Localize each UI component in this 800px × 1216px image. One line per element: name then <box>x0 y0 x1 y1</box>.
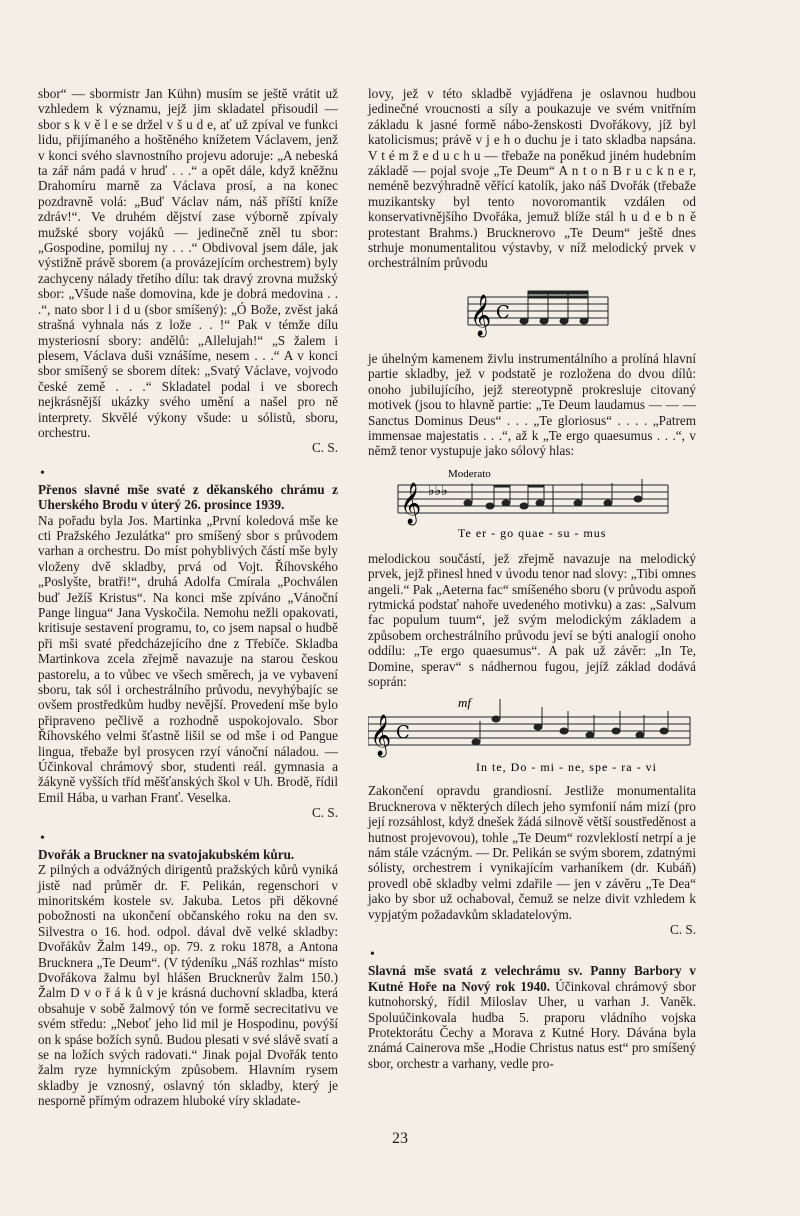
section-bullet: • <box>40 465 45 481</box>
section-bullet: • <box>40 830 45 846</box>
svg-text:𝄞: 𝄞 <box>370 715 392 757</box>
signature: C. S. <box>311 440 338 456</box>
paragraph-conclusion: Zakončení opravdu grandiosní. Jestliže monumentalita Brucknerova v některých dílech jeho symfonií nám mizí (pro její rozsáhlost, když dnešek žádá silnově větší soustředěnost a hutnost projevovou), tohle „Te Deum“ rozvleklostí netrpí a je nám stále vzácným. — Dr. Pelikán se svým sborem, zdatnými sólisty, orchestrem i vynikajícím varhaníkem (dr. Kubáň) provedl obě skladby velmi zdařile — jen v závěru „Te Dea“ jako by sbor už ochaboval, čemuž se nelze divit vzhledem k vypjatým požadavkům skladatelovým. <box>368 783 696 922</box>
svg-text:♭♭♭: ♭♭♭ <box>428 482 448 499</box>
music-example-1 <box>368 277 696 347</box>
signature: C. S. <box>311 805 338 821</box>
svg-text:𝄞: 𝄞 <box>470 294 492 336</box>
staff-notation <box>368 277 696 347</box>
staff-notation <box>368 695 696 779</box>
svg-text:𝄞: 𝄞 <box>400 482 422 524</box>
svg-text:C: C <box>496 301 510 323</box>
page-number: 23 <box>392 1130 408 1147</box>
heading-uhersky-brod: Přenos slavné mše svaté z děkanského chrámu z Uherského Brodu v úterý 26. prosince 1939. <box>38 481 338 513</box>
left-column <box>38 86 338 1109</box>
right-column <box>368 86 696 1071</box>
dynamic-marking: mf <box>458 695 471 711</box>
tempo-marking: Moderato <box>448 467 491 480</box>
paragraph-opera-review: sbor“ — sbormistr Jan Kühn) musím se ještě vrátit už vzhledem k významu, jejž jim skladatel přisoudil — sbor s k v ě l e se držel v š u d e, ať už zpíval ve funkci lidu, přijímaného a hoštěného knížetem Václavem, jenž v konci svého slavnostního projevu adoruje: „A nebeská ta zář nám padá v hruď . . .“ a opět dále, když kněžnu Drahomíru marně za Václava prosí, a na konec pozdravně volá: „Buď Václav nám, náš příští kníže zdráv!“. Ve druhém dějství zase výborně zpívaly mužské sbory vojáků — jedinečně zněl tu sbor: „Gospodine, pomiluj ny . . .“ Obdivoval jsem dále, jak výstižně právě sborem (a provázejícím orchestrem) byly zachyceny nálady třetího dílu: tak dravý zrovna mužský sbor: „Všude naše domovina, kde je dobrá medovina . . .“, nato sbor l i d u (sbor smíšený): „Ó Bože, zvěst jaká strašná vyhnala nás z lože . . !“ Pak v témže dílu mysteriosní sbory: andělů: „Allelujah!“ „S žalem i plesem, Václava duši vznášíme, nesem . . .“ A v konci sbor smíšený se sborem dítek: „Svatý Václave, vojvodo české země . . .“ Skladatel podal i ve sborech nejkrásnější ukázky svého umění a našel pro ně interprety. Skvělé výkony všude: u sólistů, sboru, orchestru. <box>38 86 338 440</box>
section-bullet: • <box>370 947 375 963</box>
music-example-2 <box>368 465 696 547</box>
staff-notation <box>368 465 696 547</box>
lyric-line: Te er - go quae - su - mus <box>458 525 607 540</box>
paragraph-te-deum-analysis: je úhelným kamenem živlu instrumentálního a prolíná hlavní partie skladby, jež v podstatě je rozložena do dvou dílů: onoho jubilujícího, jejž stereotypně prokresluje citovaný motivek (jsou to hlavně partie: „Te Deum laudamus — — — Sanctus Dominus Deus“ . . . „Te gloriosus“ . . . . „Patrem immensae majestatis . . .“, až k „Te ergo quaesumus . . .“, v němž tenor vystupuje jako sólový hlas: <box>368 350 696 459</box>
paragraph-kutna-hora-text: Účinkoval chrámový sbor kutnohorský, řídil Miloslav Uher, u varhan J. Vaněk. Spoluúčinkovala hudba 5. praporu vládního vojska Protektorátu Čechy a Morava z Kutné Hory. Dávána byla známá Cainerova mše „Hodie Christus natus est“ pro smíšený sbor, orchestr a varhany, vedle pro- <box>368 978 696 1071</box>
paragraph-dvorak-bruckner: Z pilných a odvážných dirigentů pražských kůrů vyniká jistě nad průměr dr. F. Pelikán, regenschori v minoritském kostele sv. Jakuba. Letos při děkovné pobožnosti na ukončení občanského roku na den sv. Silvestra o 16. hod. odpol. dával dvě velké skladby: Dvořákův Žalm 149., op. 79. z roku 1878, a Antona Brucknera „Te Deum“. (V týdeníku „Náš rozhlas“ místo Dvořákova žalmu byl hlášen Brucknerův žalm 150.) Žalm D v o ř á k ů v je krásná duchovní skladba, která obsahuje v sobě žalmový tón ve formě secrecitativu ve svém středu: „Neboť jeho lid mil je Hospodinu, povýší on k spáse božích synů. Budou plesati v své slávě svatí a se na ložích svých radovati.“ Jinak pojal Dvořák tento žalm ryze hymnickým způsobem. Hlavním rysem skladby je vznosný, oslavný tón skladby, který je nesporně přímým odrazem hluboké víry skladate- <box>38 862 338 1109</box>
signature: C. S. <box>669 922 696 938</box>
paragraph-te-deum-intro: lovy, jež v této skladbě vyjádřena je oslavnou hudbou jedinečné vroucnosti a síly a poukazuje ve svém vnitřním základu k jasné formě nábo-ženskosti Dvořákovy, jíž byl katolicismus; právě v j e h o duchu je i tato skladba napsána. V t é m ž e d u c h u — třebaže na poněkud jiném hudebním základě — pojal svoje „Te Deum“ A n t o n B r u c k n e r, neméně bezvýhradně věřící katolík, jako náš Dvořák (třebaže muzikantsky byl tento novoromantik vzdálen od konservativnějšího Dvořáka, jemuž blíže stál h u d e b n ě protestant Brahms.) Brucknerovo „Te Deum“ ještě dnes strhuje monumentalitou výstavby, v níž melodický prvek v orchestrálním průvodu <box>368 86 696 271</box>
lyric-line: In te, Do - mi - ne, spe - ra - vi <box>476 760 657 775</box>
paragraph-kutna-hora <box>368 963 696 1071</box>
heading-kutna-hora: Slavná mše svatá z velechrámu sv. Panny Barbory v Kutné Hoře na Nový rok 1940. <box>368 963 696 994</box>
music-example-3 <box>368 695 696 779</box>
heading-dvorak-bruckner: Dvořák a Bruckner na svatojakubském kůru. <box>38 846 295 862</box>
svg-text:C: C <box>396 722 410 744</box>
paragraph-melodic-element: melodickou součástí, jež zřejmě navazuje na melodický prvek, jejž přinesl hned v úvodu tenor nad slovy: „Tibi omnes angeli.“ Pak „Aeterna fac“ smíšeného sboru (v průvodu aspoň rytmická podstať nahoře uvedeného motivku) a zas: „Salvum fac populum tuum“, jež svým melodickým základem a způsobem orchestrálního průvodu jeví se býti analogií onoho oddílu: „Te ergo quaesumus“. A pak už závěr: „In Te, Domine, sperav“ s nádhernou fugou, jejíž základ dodává soprán: <box>368 550 696 689</box>
paragraph-uhersky-brod: Na pořadu byla Jos. Martinka „První koledová mše ke cti Pražského Jezulátka“ pro smíšený sbor s průvodem varhan a orchestru. Do míst pohyblivých částí mše byly vloženy dvě skladby, prvá od Vojt. Říhovského „Poslyšte, bratři!“, druhá Adolfa Cmírala „Pochválen buď Ježíš Kristus“. Na konci mše zpíváno „Vánoční Pange lingua“ Jana Vyskočila. Nemohu nežli opakovati, kritisuje sestavení programu, to, co jsem napsal o hudbě při mši svaté předcházejícího dne z Třebíče. Skladba Martinkova zcela zřejmě navazuje na starou českou pastorelu, a to vůbec ve všech směrech, ja ve vybavení sboru, tak sól i orchestrálního průvodu, nevyhýbajíc se ovšem prostředkům hudby nevější. Provedení mše bylo připraveno pečlivě a rozhodně uspokojovalo. Sbor Říhovského velmi šťastně lišil se od mše i od Pangue lingua, třebaže byl prosycen rzyí vánoční náladou. — Účinkoval chrámový sbor, studenti reál. gymnasia a žákyně vyšších tříd měšťanských škol v Uh. Brodě, řídil Emil Hába, u varhan Franť. Veselka. <box>38 512 338 805</box>
